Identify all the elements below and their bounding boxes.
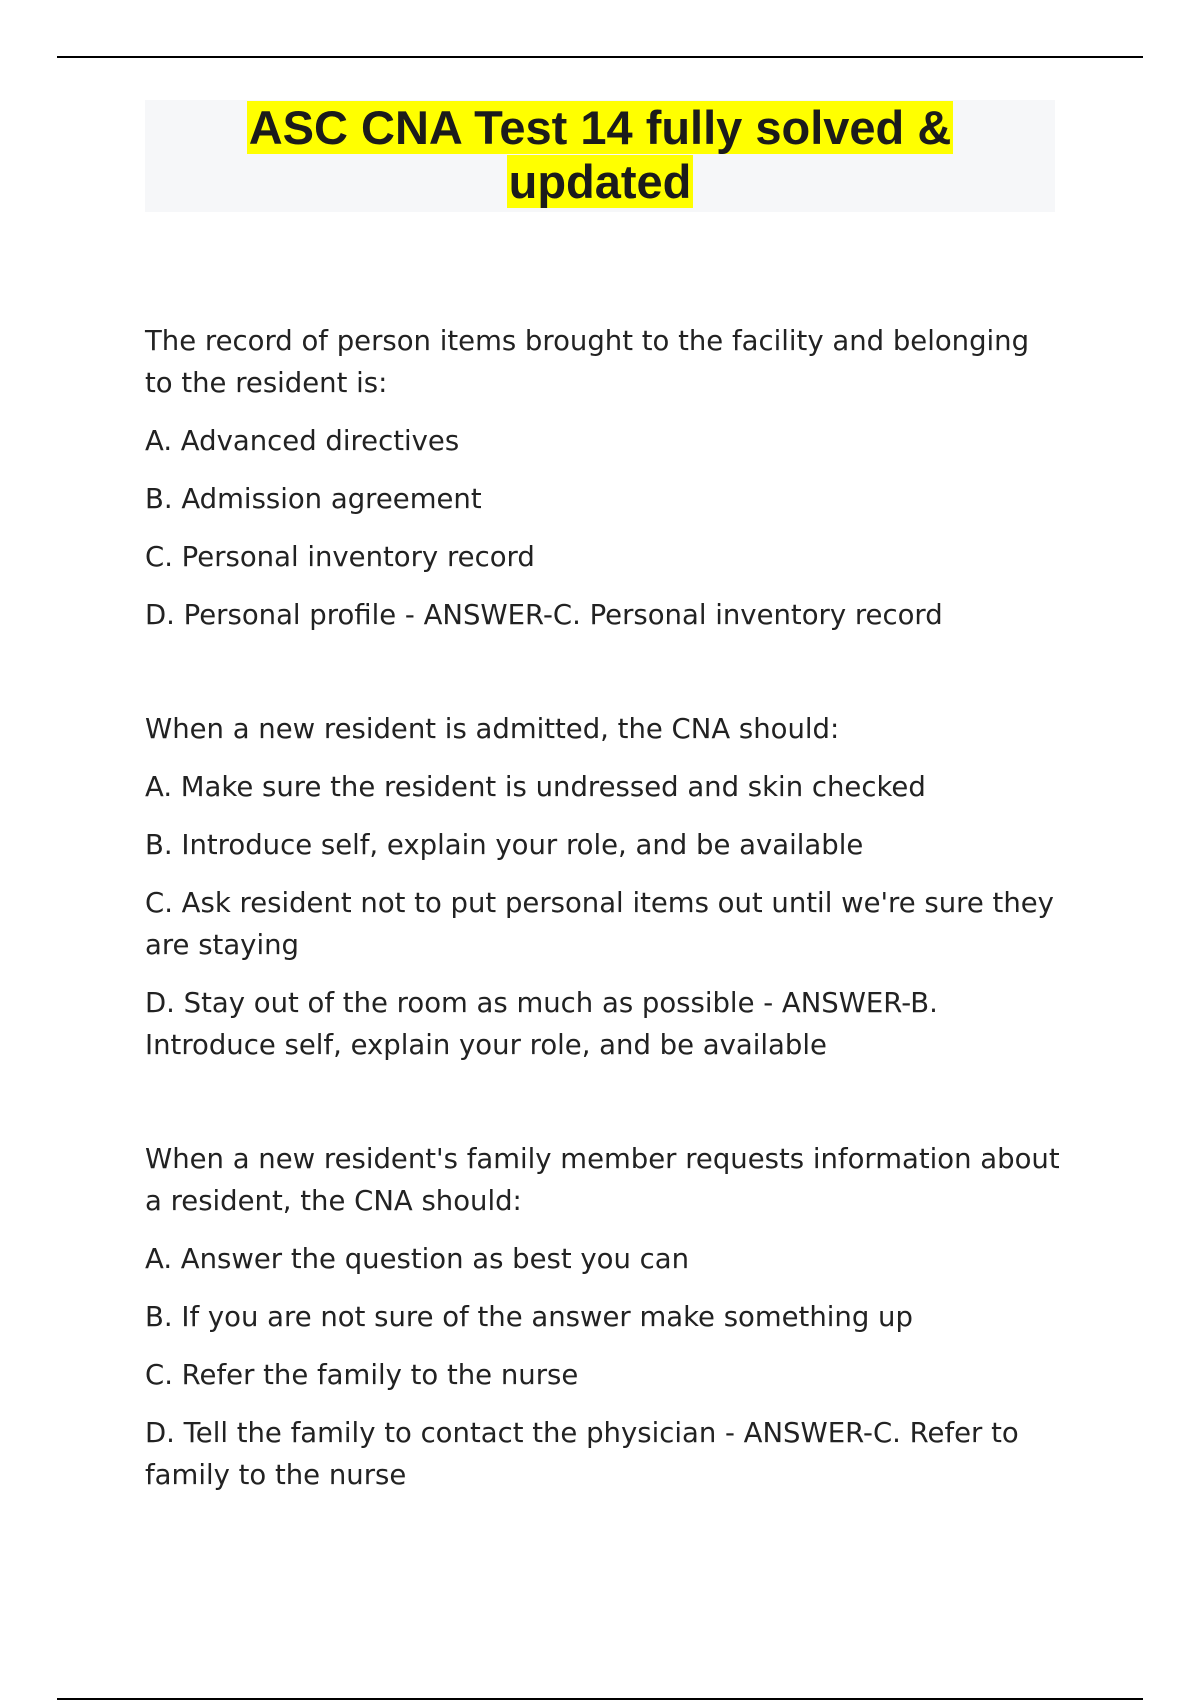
- title-line-2: updated: [508, 155, 692, 208]
- question-prompt: The record of person items brought to the facility and belonging to the resident is:: [145, 325, 1030, 399]
- answer-option: C. Refer the family to the nurse: [145, 1359, 579, 1391]
- answer-option: A. Make sure the resident is undressed and skin checked: [145, 771, 926, 803]
- question-block-2: [145, 708, 1065, 1066]
- question-block-1: [145, 320, 1065, 636]
- answer-option: A. Answer the question as best you can: [145, 1243, 690, 1275]
- answer-option: D. Stay out of the room as much as possible - ANSWER-B. Introduce self, explain your role, and be available: [145, 987, 938, 1061]
- answer-option: A. Advanced directives: [145, 425, 460, 457]
- answer-option: D. Tell the family to contact the physician - ANSWER-C. Refer to family to the nurse: [145, 1417, 1019, 1491]
- header-rule: [57, 56, 1143, 58]
- title-line-1: ASC CNA Test 14 fully solved &: [248, 101, 952, 154]
- question-prompt: When a new resident is admitted, the CNA should:: [145, 713, 840, 745]
- answer-option: C. Personal inventory record: [145, 541, 535, 573]
- answer-option: B. Introduce self, explain your role, and be available: [145, 829, 864, 861]
- title-box: [145, 100, 1055, 212]
- question-list: [145, 320, 1065, 1496]
- document-title: [145, 100, 1055, 209]
- answer-option: C. Ask resident not to put personal items out until we're sure they are staying: [145, 887, 1054, 961]
- answer-option: B. Admission agreement: [145, 483, 482, 515]
- question-block-3: [145, 1138, 1065, 1496]
- answer-option: B. If you are not sure of the answer make something up: [145, 1301, 913, 1333]
- answer-option: D. Personal profile - ANSWER-C. Personal inventory record: [145, 599, 943, 631]
- question-prompt: When a new resident's family member requests information about a resident, the CNA should:: [145, 1143, 1060, 1217]
